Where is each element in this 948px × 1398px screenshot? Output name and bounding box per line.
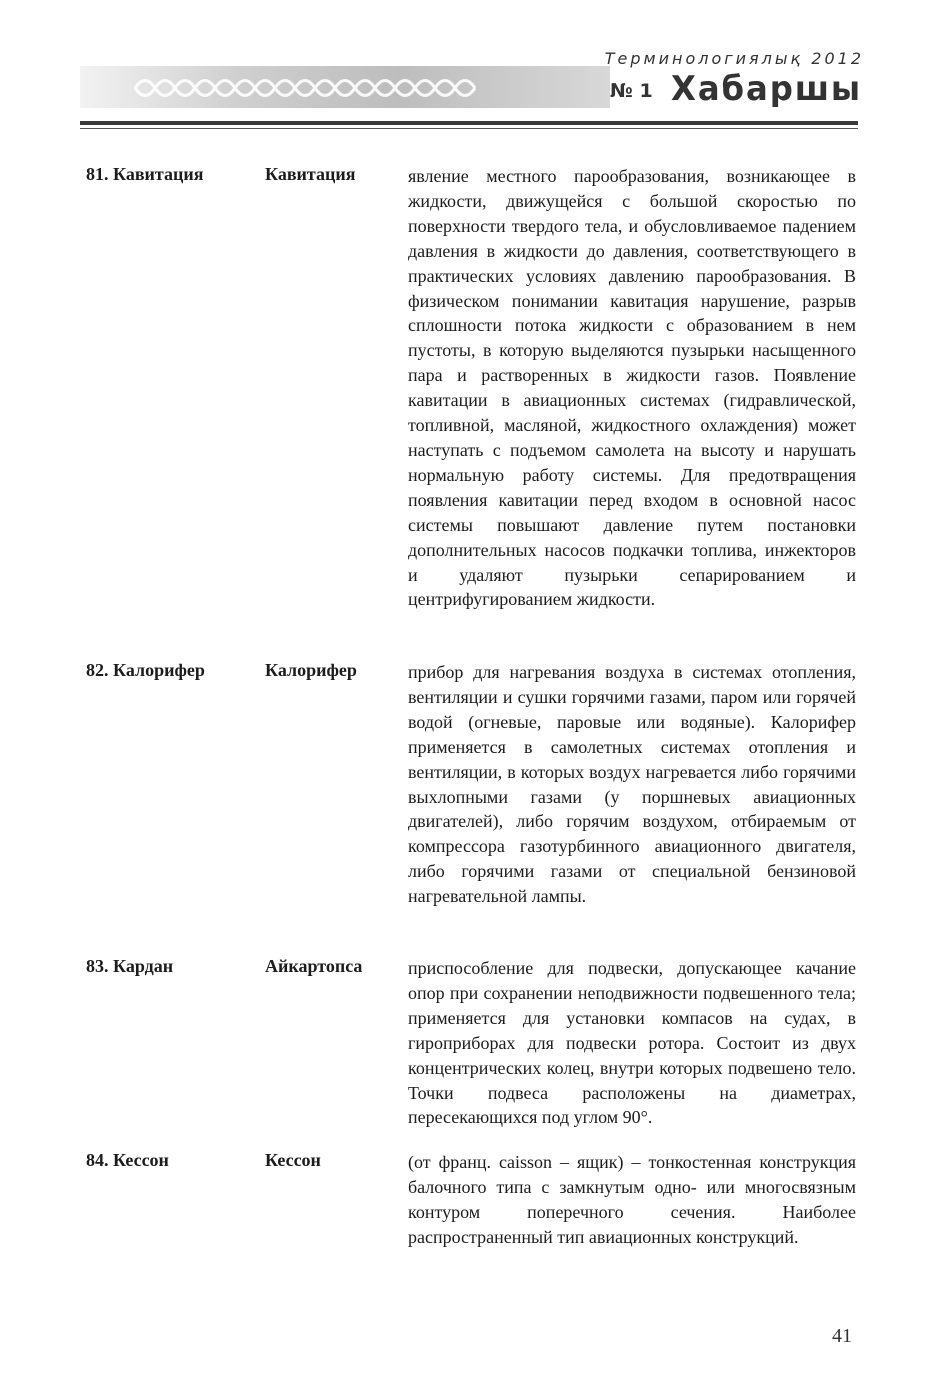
page-number: 41 xyxy=(832,1325,852,1347)
entry-equivalent: Кавитация xyxy=(265,164,356,184)
entry-equivalent: Калорифер xyxy=(265,660,357,680)
ornament-pattern xyxy=(130,68,490,108)
entry-term: 83. Кардан xyxy=(86,956,174,976)
entry-definition: приспособление для подвески, допускающее качание опор при сохранении неподвижности подвешенного тела; применяется для установки компасов на судах, в гироприборах для подвески ротора. Состоит из двух концентрических колец, внутри которых подвешено тело. Точки подвеса расположены на диаметрах, пересекающихся под углом 90°. xyxy=(408,958,856,1128)
entry-equivalent: Айкартопса xyxy=(265,956,363,976)
issue-number: № 1 xyxy=(610,80,653,102)
entry-equivalent: Кессон xyxy=(265,1150,321,1170)
entry-definition: (от франц. caisson – ящик) – тонкостенная конструкция балочного типа с замкнутым одно- или многосвязным контуром поперечного сечения. Наиболее распространенный тип авиационных конструкций. xyxy=(408,1152,856,1247)
entry-definition: явление местного парообразования, возникающее в жидкости, движущейся с большой скоростью по поверхности твердого тела, и обусловливаемое падением давления в жидкости до давления, соответствующего в практических условиях давлению парообразования. В физическом понимании кавитация нарушение, разрыв сплошности потока жидкости с образованием в нем пустоты, в которую выделяются пузырьки насыщенного пара и растворенных в жидкости газов. Появление кавитации в авиационных системах (гидравлической, топливной, масляной, жидкостного охлаждения) может наступать с подъемом самолета на высоту и нарушать нормальную работу системы. Для предотвращения появления кавитации перед входом в основной насос системы повышают давление путем постановки дополнительных насосов подкачки топлива, инжекторов и удаляют пузырьки сепарированием и центрифугированием жидкости. xyxy=(408,166,856,610)
header-rule-thin xyxy=(80,128,858,129)
entry-definition: прибор для нагревания воздуха в системах отопления, вентиляции и сушки горячими газами, паром или горячей водой (огневые, паровые или водяные). Калорифер применяется в самолетных системах отопления и вентиляции, в которых воздух нагревается либо горячими выхлопными газами (у поршневых авиационных двигателей), либо горячим воздухом, отбираемым от компрессора газотурбинного авиационного двигателя, либо горячими газами от специальной бензиновой нагревательной лампы. xyxy=(408,662,856,907)
entry-term: 81. Кавитация xyxy=(86,164,204,184)
header-rule-thick xyxy=(80,121,858,125)
entry-term: 82. Калорифер xyxy=(86,660,205,680)
journal-title: Хабаршы xyxy=(671,69,862,109)
entry-term: 84. Кессон xyxy=(86,1150,169,1170)
journal-subtitle: Терминологиялық 2012 xyxy=(604,49,864,68)
